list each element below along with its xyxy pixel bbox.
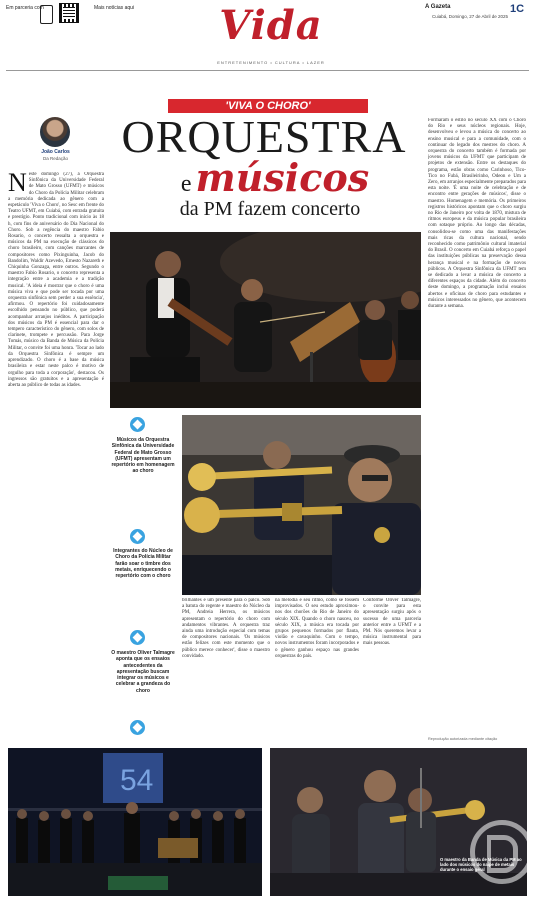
photo-caption-1: Músicos da Orquestra Sinfônica da Universidade Federal de Mato Grosso (UFMT) apresentam um repertório em homenagem ao choro bbox=[111, 437, 175, 475]
header-divider bbox=[6, 70, 529, 71]
watermark-logo-icon bbox=[470, 820, 534, 884]
article-column-3: na melodia e seu ritmo, como se fossem improvisados. O seu estudo aproximou-nos dos chorões do Rio de Janeiro do século XIX. Quando o choro nasceu, no século XIX, a música era tocada por grupos pequenos formados por flauta, violão e cavaquinho. Com o tempo, novos instrumentos foram incorporados e o gênero ganhou espaço nas grandes orquestras do país. bbox=[275, 598, 359, 659]
header-left-label-2: Mais notícias aqui bbox=[94, 5, 135, 11]
article-kicker: 'VIVA O CHORO' bbox=[168, 99, 368, 113]
section-subtitle: ENTRETENIMENTO • CULTURA • LAZER bbox=[217, 60, 325, 65]
article-column-1 bbox=[8, 172, 104, 728]
section-title: Vida bbox=[219, 2, 323, 49]
headline-line-1: ORQUESTRA bbox=[121, 111, 407, 162]
photo-overlay-caption: O maestro da Banda de Música da PM ao lado dos músicos do naipe de metais durante o ensaio geral bbox=[440, 857, 522, 873]
photo-trumpet-players bbox=[182, 415, 421, 595]
caption-arrow-icon bbox=[130, 630, 145, 645]
article-column-2: brilhantes e um presente para o palco. Sob a batuta do regente e maestro do Núcleo da PM, Andreia Herrera, os músicos apresentam o repertório do choro com andamentos vibrantes. A orquestra traz ainda uma introdução especial com temas de compositores nacionais. 'Os músicos estão felizes com este momento que o público merece conhecer', disse o maestro convidado. bbox=[182, 598, 270, 659]
headline-connector: e bbox=[180, 171, 192, 197]
page-number: 1C bbox=[510, 3, 525, 15]
svg-text:54: 54 bbox=[120, 764, 154, 797]
headline-line-3: da PM fazem concerto bbox=[179, 198, 361, 220]
article-column-right: Formaram o estilo no século XX com o Choro do Rio e seus núcleos regionais. Hoje, desenvolveu e levou a música do concerto ao ensino musical e para a comunidade, com o continuar do legado dos mestres do choro. A orquestra do concerto também é formada por jovens músicos da UFMT que participam de projetos de extensão. Entre os destaques do programa, estão obras como Carinhoso, Tico-Tico no Fubá, Brasileirinho, Odeon e Um a Zero, em arranjos especialmente preparados para esta noite. 'É uma noite de celebração e de encontro entre gerações de músicos', disse o maestro. Homenagem e memória. Os primeiros registros históricos apontam que o choro surgiu no Rio de Janeiro por volta de 1870, mistura de ritmos europeus e da música popular brasileira com sotaque próprio. Ao longo das décadas, consolidou-se como uma das manifestações mais ricas da cultura nacional, sendo reconhecido como patrimônio cultural imaterial do Brasil. O concerto em Cuiabá reforça o papel das instituições públicas na preservação dessa herança musical e na formação de novos públicos. A Orquestra Sinfônica da UFMT tem se dedicado a levar a música de concerto a diferentes espaços da cidade. Além do concerto deste domingo, a programação inclui ensaios abertos e oficinas de choro para estudantes e músicos interessados no gênero, que acontecem durante a semana. bbox=[428, 118, 526, 310]
caption-arrow-icon bbox=[130, 720, 145, 735]
article-column-4: Conforme Oliver Talmagre, o convite para esta apresentação surgiu após o sucesso de uma parceria anterior entre a UFMT e a PM. Nós queremos levar a música instrumental para mais pessoas. bbox=[363, 598, 421, 647]
author-role: Da Redação bbox=[42, 156, 69, 161]
author-name: João Carlos bbox=[41, 149, 70, 155]
footer-credit: Reprodução autorizada mediante citação bbox=[428, 737, 498, 741]
drop-cap: N bbox=[8, 172, 27, 197]
publication-date: Cuiabá, Domingo, 27 de Abril de 2025 bbox=[432, 14, 509, 19]
newspaper-name: A Gazeta bbox=[425, 4, 451, 10]
caption-arrow-icon bbox=[130, 529, 145, 544]
author-avatar bbox=[40, 117, 70, 147]
caption-arrow-icon bbox=[130, 417, 145, 432]
photo-concert-stage bbox=[8, 748, 262, 896]
article-column-1-text: este domingo (27), a Orquestra Sinfônica da Universidade Federal de Mato Grosso (UFMT) e músicos do Choro da Polícia Militar celebram a memória dedicada ao gênero com a espetáculo 'Viva o Choro', no Sesc em frente do Teatro UFMT, em Cuiabá, com entrada gratuita e prestígio. Ponto tradicional com início às 18 h, com fins de aniversário do Dia Nacional do Choro. Sob a regência do maestro Fabio Rosario, o concerto ressalta a orquestra e músicos da PM na execução de clássicos do choro brasileiro, com canções marcantes de compositores como Pixinguinha, Jacob do Bandolim, Waldir Azevedo, Ernesto Nazareth e Chiquinha Gonzaga, entre outros. Segundo o maestro Fabio Rosario, o concerto representa a integração entre a academia e a tradição musical. 'A ideia é mostrar que o choro é uma música viva e que pode ser tocada por uma orquestra sinfônica sem perder a sua essência', afirmou. O repertório foi cuidadosamente escolhido pensando no público, que poderá acompanhar arranjos inéditos. A participação dos músicos da PM é essencial para dar o tempero característico do gênero, com solos de clarinete, trompete e percussão. Para Jorge Tomás, músico da Banda de Música da Polícia Militar, o convite foi uma honra. 'Tocar ao lado da Orquestra Sinfônica é sempre um aprendizado. O choro é a base da música brasileira e estar neste palco é motivo de orgulho para toda a corporação', destacou. Os ingressos são gratuitos e a apresentação é aberta ao público de todas as idades. bbox=[8, 172, 104, 388]
photo-caption-2: Integrantes do Núcleo de Choro da Polícia Militar farão soar o timbre dos metais, enriquecendo o repertório com o choro bbox=[113, 548, 173, 580]
photo-orchestra-strings bbox=[110, 232, 421, 408]
headline-highlight: músicos bbox=[195, 155, 370, 200]
qr-code-icon[interactable] bbox=[60, 4, 78, 22]
phone-icon bbox=[40, 5, 53, 24]
header-left-label-1: Em parceria com bbox=[6, 5, 44, 11]
photo-caption-3: O maestro Oliver Talmagre aponta que os ensaios antecedentes da apresentação buscam integrar os músicos e celebrar a grandeza do choro bbox=[111, 650, 175, 694]
